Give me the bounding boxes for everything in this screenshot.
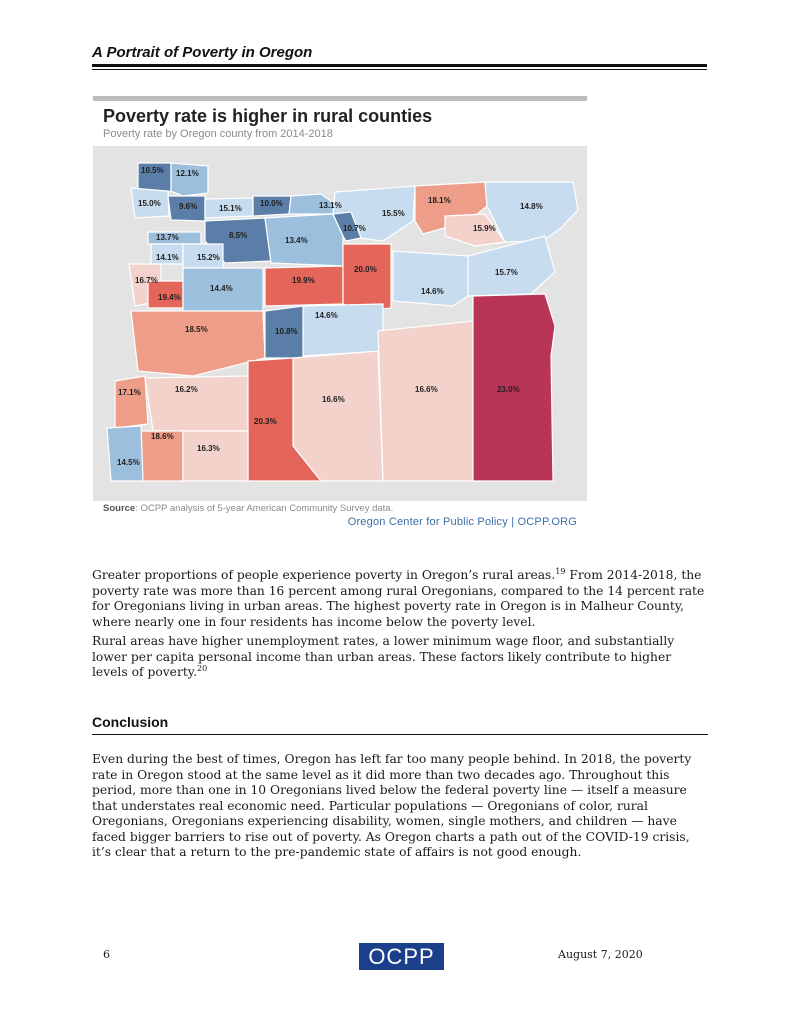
source-text: : OCPP analysis of 5-year American Community Survey data. (135, 503, 394, 514)
paragraph-rural-factors (92, 634, 708, 681)
poverty-map-figure (93, 96, 587, 532)
county-shape (343, 244, 391, 311)
county-rate-label: 16.2% (175, 385, 198, 394)
county-rate-label: 15.5% (382, 209, 405, 218)
county-rate-label: 10.0% (260, 199, 283, 208)
county-rate-label: 16.6% (415, 385, 438, 394)
county-rate-label: 8.5% (229, 231, 248, 240)
county-rate-label: 14.6% (421, 287, 444, 296)
county-rate-label: 14.6% (315, 311, 338, 320)
paragraph-rural-poverty (92, 568, 708, 630)
county-shape (393, 251, 468, 306)
footnote-ref: 19 (555, 566, 566, 576)
county-rate-label: 23.0% (497, 385, 520, 394)
county-shape (265, 266, 343, 306)
county-rate-label: 19.9% (292, 276, 315, 285)
conclusion-rule (92, 734, 708, 735)
county-rate-label: 14.5% (117, 458, 140, 467)
county-rate-label: 20.0% (354, 265, 377, 274)
page-number: 6 (103, 948, 110, 961)
county-rate-label: 10.5% (141, 166, 164, 175)
county-rate-label: 13.1% (319, 201, 342, 210)
county-rate-label: 18.5% (185, 325, 208, 334)
county-shape (293, 351, 383, 481)
county-shape (183, 431, 248, 481)
ocpp-logo: OCPP (359, 943, 444, 970)
footnote-ref: 20 (197, 663, 208, 673)
county-rate-label: 14.8% (520, 202, 543, 211)
county-rate-label: 17.1% (118, 388, 141, 397)
county-rate-label: 16.3% (197, 444, 220, 453)
county-rate-label: 10.7% (343, 224, 366, 233)
county-rate-label: 18.6% (151, 432, 174, 441)
county-rate-label: 15.7% (495, 268, 518, 277)
county-rate-label: 18.1% (428, 196, 451, 205)
county-shape (107, 426, 143, 481)
county-rate-label: 15.9% (473, 224, 496, 233)
county-rate-label: 16.6% (322, 395, 345, 404)
county-rate-label: 12.1% (176, 169, 199, 178)
county-rate-label: 10.8% (275, 327, 298, 336)
county-rate-label: 15.0% (138, 199, 161, 208)
county-rate-label: 13.7% (156, 233, 179, 242)
document-header-title: A Portrait of Poverty in Oregon (92, 44, 313, 61)
county-rate-label: 13.4% (285, 236, 308, 245)
ocpp-brand-line: Oregon Center for Public Policy | OCPP.ORG (347, 516, 577, 528)
county-rate-label: 15.2% (197, 253, 220, 262)
county-rate-label: 15.1% (219, 204, 242, 213)
oregon-county-map (93, 146, 587, 501)
figure-subtitle: Poverty rate by Oregon county from 2014-2018 (103, 128, 333, 140)
para1-text: Greater proportions of people experience poverty in Oregon’s rural areas. (92, 568, 556, 582)
county-rate-label: 9.6% (179, 202, 198, 211)
paragraph-conclusion: Even during the best of times, Oregon has left far too many people behind. In 2018, the poverty rate in Oregon stood at the same level as it did more than two decades ago. Throughout this period, more than one in 10 Oregonians lived below the federal poverty line — itself a measure that understates real economic need. Particular populations — Oregonians of color, rural Oregonians, Oregonians experiencing disability, women, single mothers, and children — have faced bigger barriers to rise out of poverty. As Oregon charts a path out of the COVID-19 crisis, it’s clear that a return to the pre-pandemic state of affairs is not good enough. (92, 752, 692, 859)
header-rule-thin (92, 69, 707, 70)
conclusion-heading: Conclusion (92, 714, 169, 730)
county-rate-label: 16.7% (135, 276, 158, 285)
footer-date: August 7, 2020 (558, 948, 643, 961)
county-rate-label: 14.1% (156, 253, 179, 262)
para1-rest: From 2014-2018, the poverty rate was more than 16 percent among rural Oregonians, compared to the 14 percent rate for Oregonians living in urban areas. The highest poverty rate in Oregon is in Malheur County, where nearly one in four residents has income below the poverty level. (92, 568, 705, 629)
para2-text: Rural areas have higher unemployment rates, a lower minimum wage floor, and substantially lower per capita personal income than urban areas. These factors likely contribute to higher levels of poverty. (92, 634, 675, 679)
county-rate-label: 19.4% (158, 293, 181, 302)
figure-title: Poverty rate is higher in rural counties (103, 106, 433, 126)
county-shape (378, 321, 478, 481)
county-shape (171, 163, 208, 196)
county-shape (115, 376, 148, 428)
figure-top-bar (93, 96, 587, 101)
county-rate-label: 14.4% (210, 284, 233, 293)
header-rule (92, 64, 707, 67)
figure-source (103, 503, 393, 514)
source-label: Source (103, 503, 136, 514)
county-rate-label: 20.3% (254, 417, 277, 426)
